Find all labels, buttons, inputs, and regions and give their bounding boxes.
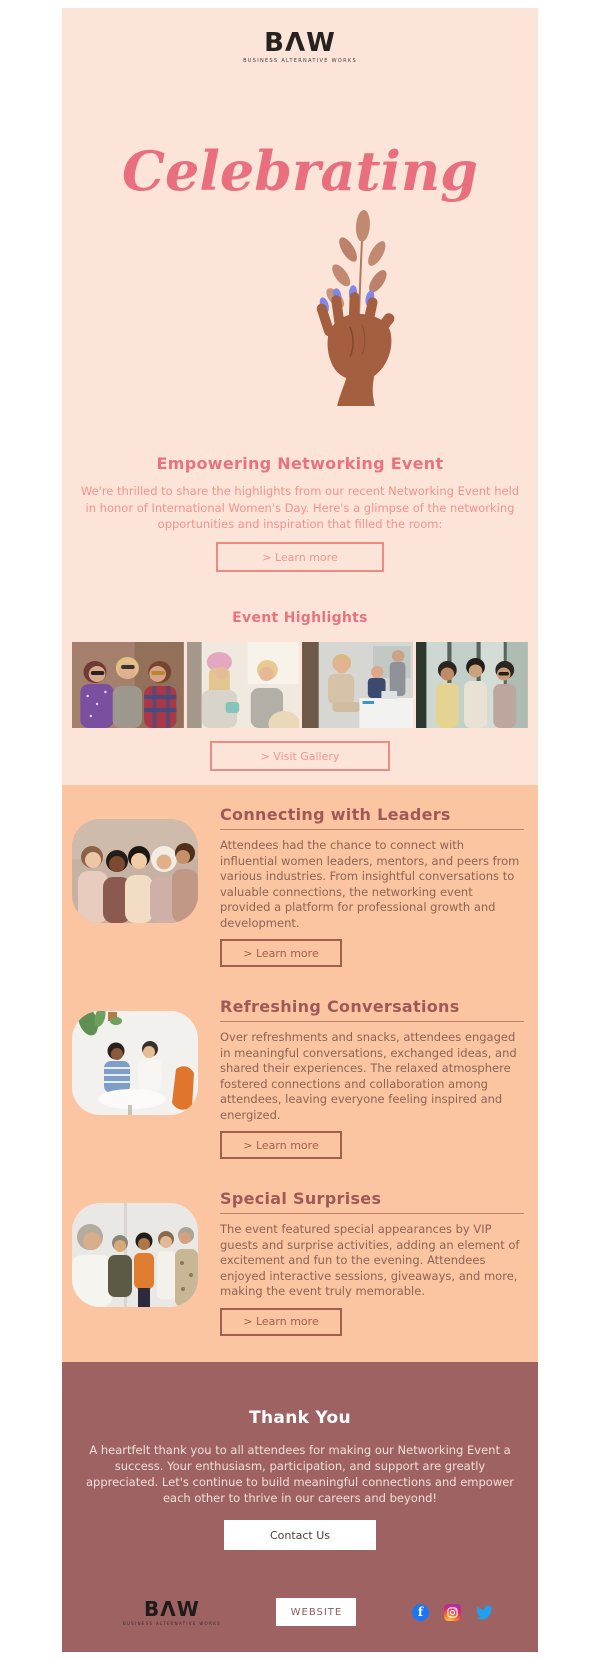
card-special-surprises: [72, 1189, 524, 1336]
card-image-vip-guests-group: [72, 1203, 198, 1307]
footer-section: [62, 1362, 538, 1652]
script-title: Celebrating: [122, 139, 478, 203]
highlight-cards-section: [62, 785, 538, 1362]
card-connecting-with-leaders: [72, 805, 524, 967]
footer-brand-logo[interactable]: [123, 1596, 221, 1626]
brand-logo-tagline: BUSINESS ALTERNATIVE WORKS: [243, 58, 357, 64]
card-image-two-women-at-table: [72, 1011, 198, 1115]
footer-logo-text: BΛW: [144, 1596, 200, 1621]
brand-logo-text: BΛW: [264, 28, 336, 58]
card-content: [220, 997, 524, 1159]
card-content: [220, 1189, 524, 1336]
card-paragraph: Over refreshments and snacks, attendees engaged in meaningful conversations, exchanged ideas, and shared their experiences. The relaxed atmosphere fostered connections and collaboration among attendees, leaving everyone feeling inspired and energized.: [220, 1030, 517, 1122]
website-button[interactable]: WEBSITE: [276, 1598, 356, 1626]
contact-us-button[interactable]: Contact Us: [224, 1520, 376, 1550]
card-paragraph: The event featured special appearances by VIP guests and surprise activities, adding an element of excitement and fun to the evening. Attendees enjoyed interactive sessions, giveaways, and more, making the event truly memorable.: [220, 1222, 520, 1299]
footer-logo-tagline: BUSINESS ALTERNATIVE WORKS: [123, 1620, 221, 1626]
card-title: Refreshing Conversations: [220, 997, 460, 1017]
twitter-icon[interactable]: [476, 1604, 493, 1621]
card-learn-more-button[interactable]: > Learn more: [220, 939, 342, 967]
learn-more-button[interactable]: > Learn more: [216, 542, 384, 572]
hero-heading: Empowering Networking Event: [156, 454, 444, 474]
thank-you-heading: Thank You: [249, 1407, 351, 1428]
brand-logo[interactable]: [243, 30, 357, 64]
hand-illustration: [62, 208, 538, 406]
card-refreshing-conversations: [72, 997, 524, 1159]
card-divider: [220, 829, 524, 830]
event-highlights-heading: Event Highlights: [232, 610, 368, 627]
card-learn-more-button[interactable]: > Learn more: [220, 1131, 342, 1159]
card-divider: [220, 1021, 524, 1022]
thank-you-paragraph: A heartfelt thank you to all attendees for making our Networking Event a success. Your enthusiasm, participation, and support are greatly appreciated. Let's continue to build meaningful connections and empower each other to thrive in our careers and beyond!: [85, 1442, 515, 1506]
hero-section: [62, 8, 538, 785]
event-photo-cafe-conversation: [187, 642, 299, 728]
card-title: Connecting with Leaders: [220, 805, 451, 825]
instagram-icon[interactable]: [444, 1604, 461, 1621]
card-learn-more-button[interactable]: > Learn more: [220, 1308, 342, 1336]
hand-with-leaves-icon: [262, 208, 452, 406]
event-photo-business-meeting: [302, 642, 414, 728]
email-body: [62, 8, 538, 1652]
card-image-five-diverse-women: [72, 819, 198, 923]
visit-gallery-button[interactable]: > Visit Gallery: [210, 741, 390, 771]
card-title: Special Surprises: [220, 1189, 382, 1209]
facebook-icon[interactable]: f: [412, 1604, 429, 1621]
card-divider: [220, 1213, 524, 1214]
social-links: [412, 1604, 493, 1621]
hero-paragraph: We're thrilled to share the highlights from our recent Networking Event held in honor of International Women's Day. Here's a glimpse of the networking opportunities and inspiration that filled the room:: [80, 484, 520, 532]
event-photo-gallery: [62, 642, 538, 728]
event-photo-women-sunglasses: [72, 642, 184, 728]
event-photo-women-outdoors: [416, 642, 528, 728]
footer-bottom-bar: [62, 1598, 538, 1626]
card-content: [220, 805, 524, 967]
card-paragraph: Attendees had the chance to connect with influential women leaders, mentors, and peers from various industries. From insightful conversations to valuable connections, the networking event provided a platform for professional growth and development.: [220, 838, 520, 930]
